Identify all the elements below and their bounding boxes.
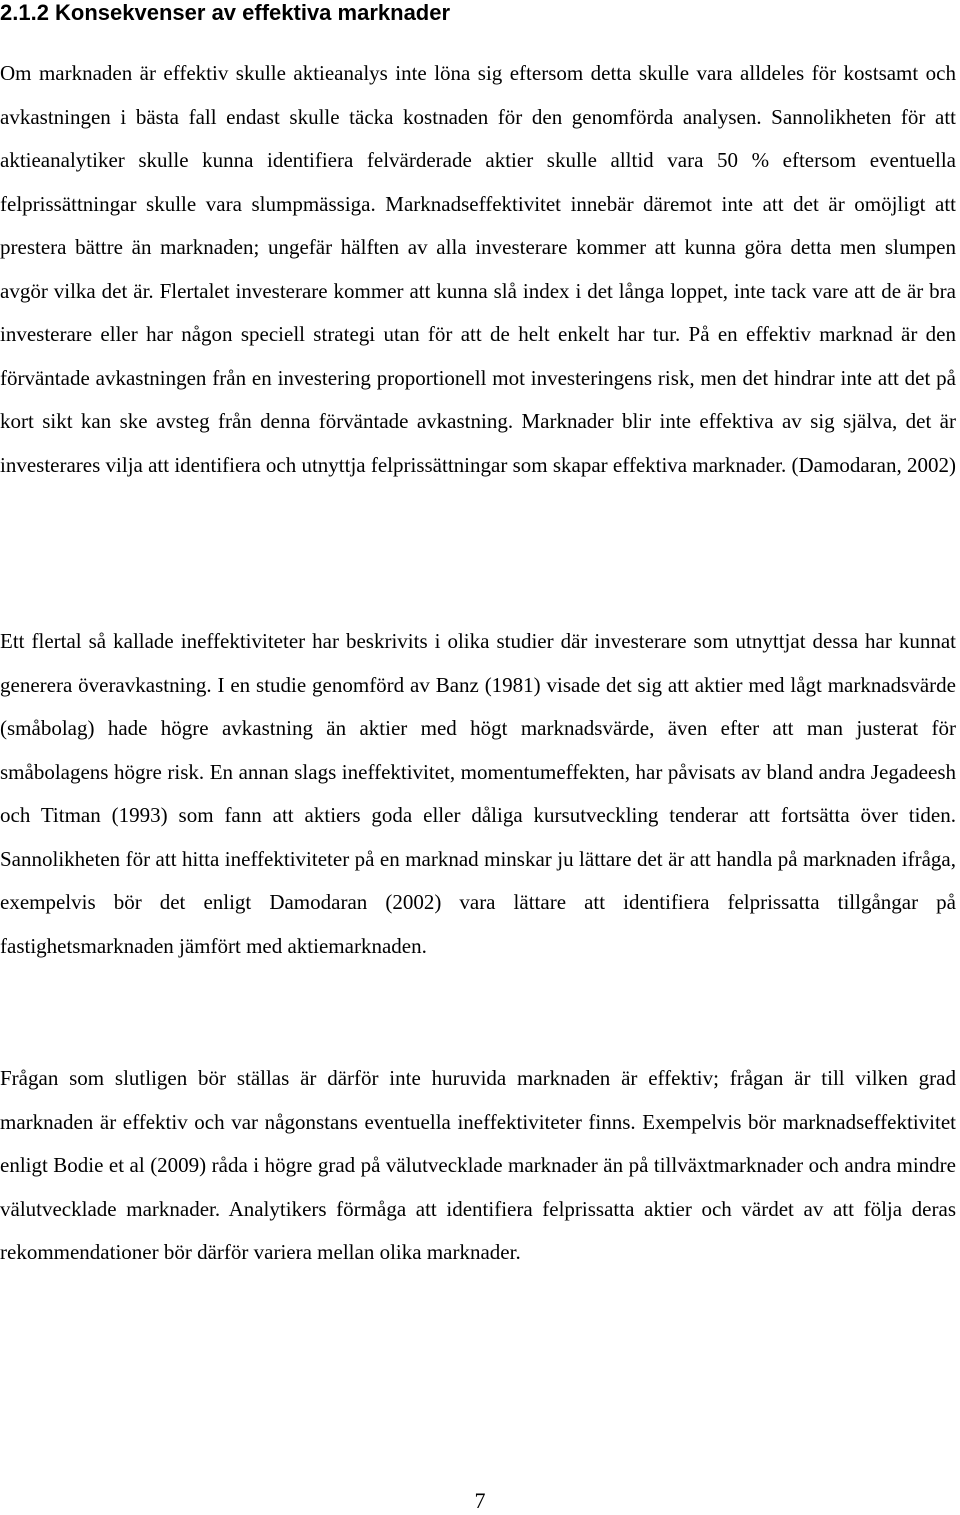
paragraph-market-inefficiencies: Ett flertal så kallade ineffektiviteter har beskrivits i olika studier där investerare som utnyttjat dessa har kunnat generera överavkastning. I en studie genomförd av Banz (1981) visade det sig att aktier med lågt marknadsvärde (småbolag) hade högre avkastning än aktier med högt marknadsvärde, även efter att man justerat för småbolagens högre risk. En annan slags ineffektivitet, momentumeffekten, har påvisats av bland andra Jegadeesh och Titman (1993) som fann att aktiers goda eller dåliga kursutveckling tenderar att fortsätta över tiden. Sannolikheten för att hitta ineffektiviteter på en marknad minskar ju lättare det är att handla på marknaden ifråga, exempelvis bör det enligt Damodaran (2002) vara lättare att identifiera felprissatta tillgångar på fastighetsmarknaden jämfört med aktiemarknaden. (0, 629, 956, 958)
section-heading: 2.1.2 Konsekvenser av effektiva marknader (0, 0, 451, 25)
paragraph-efficient-market-consequences: Om marknaden är effektiv skulle aktieanalys inte löna sig eftersom detta skulle vara alldeles för kostsamt och avkastningen i bästa fall endast skulle täcka kostnaden för den genomförda analysen. Sannolikheten för att aktieanalytiker skulle kunna identifiera felvärderade aktier skulle alltid vara 50 % eftersom eventuella felprissättningar skulle vara slumpmässiga. Marknadseffektivitet innebär däremot inte att det är omöjligt att prestera bättre än marknaden; ungefär hälften av alla investerare kommer att kunna göra detta men slumpen avgör vilka det är. Flertalet investerare kommer att kunna slå index i det långa loppet, inte tack vare att de är bra investerare eller har någon speciell strategi utan för att de helt enkelt har tur. På en effektiv marknad är den förväntade avkastningen från en investering proportionell mot investeringens risk, men det hindrar inte att det på kort sikt kan ske avsteg från denna förväntade avkastning. Marknader blir inte effektiva av sig själva, det är investerares vilja att identifiera och utnyttja felprissättningar som skapar effektiva marknader. (Damodaran, 2002) (0, 61, 956, 477)
page-number: 7 (474, 1488, 486, 1513)
paragraph-degree-of-efficiency: Frågan som slutligen bör ställas är därför inte huruvida marknaden är effektiv; frågan är till vilken grad marknaden är effektiv och var någonstans eventuella ineffektiviteter finns. Exempelvis bör marknadseffektivitet enligt Bodie et al (2009) råda i högre grad på välutvecklade marknader än på tillväxtmarknader och andra mindre välutvecklade marknader. Analytikers förmåga att identifiera felprissatta aktier och värdet av att följa deras rekommendationer bör därför variera mellan olika marknader. (0, 1066, 956, 1264)
